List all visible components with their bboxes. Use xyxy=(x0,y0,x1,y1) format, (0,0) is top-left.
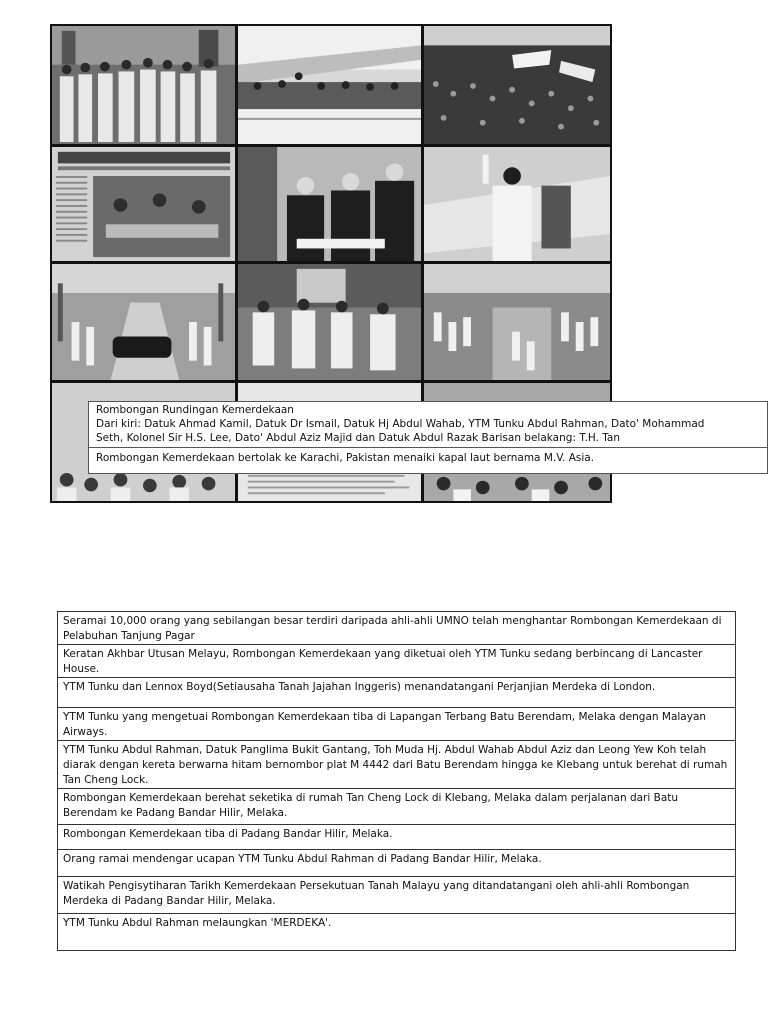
description-cell: YTM Tunku Abdul Rahman, Datuk Panglima Bukit Gantang, Toh Muda Hj. Abdul Wahab Abdul Aziz dan Leong Yew Koh telah diarak dengan kereta berwarna hitam bernombor plat M 4442 dari Batu Berendam hingga ke Klebang untuk berehat di rumah Tan Cheng Lock. xyxy=(58,741,736,789)
caption-delegation-names-1: Dari kiri: Datuk Ahmad Kamil, Datuk Dr Ismail, Datuk Hj Abdul Wahab, YTM Tunku Abdul Rahman, Dato' Mohammad xyxy=(96,418,705,430)
photo-padang-crowd xyxy=(422,262,612,382)
photo-delegation-group xyxy=(50,24,237,146)
table-row xyxy=(58,914,736,951)
caption-delegation-title: Rombongan Rundingan Kemerdekaan xyxy=(96,404,294,416)
description-table xyxy=(57,611,736,951)
description-cell: YTM Tunku Abdul Rahman melaungkan 'MERDEKA'. xyxy=(58,914,736,951)
caption-delegation-names-2: Seth, Kolonel Sir H.S. Lee, Dato' Abdul Aziz Majid dan Datuk Abdul Razak Barisan belakang: T.H. Tan xyxy=(96,432,620,444)
table-row xyxy=(58,645,736,678)
description-cell: Orang ramai mendengar ucapan YTM Tunku Abdul Rahman di Padang Bandar Hilir, Melaka. xyxy=(58,850,736,877)
photo-ship-deck-crowd xyxy=(236,24,423,146)
description-cell: YTM Tunku yang mengetuai Rombongan Kemerdekaan tiba di Lapangan Terbang Batu Berendam, Melaka dengan Malayan Airways. xyxy=(58,708,736,741)
photo-utusan-melayu-clipping xyxy=(50,145,237,263)
description-cell: Rombongan Kemerdekaan tiba di Padang Bandar Hilir, Melaka. xyxy=(58,825,736,850)
description-cell: Keratan Akhbar Utusan Melayu, Rombongan Kemerdekaan yang diketuai oleh YTM Tunku sedang berbincang di Lancaster House. xyxy=(58,645,736,678)
table-row xyxy=(58,741,736,789)
description-cell: Rombongan Kemerdekaan berehat seketika di rumah Tan Cheng Lock di Klebang, Melaka dalam perjalanan dari Batu Berendam ke Padang Bandar Hilir, Melaka. xyxy=(58,789,736,825)
table-row xyxy=(58,708,736,741)
caption-karachi-text: Rombongan Kemerdekaan bertolak ke Karachi, Pakistan menaiki kapal laut bernama M.V. Asia. xyxy=(96,452,595,464)
photo-rest-tan-cheng-lock xyxy=(236,262,423,382)
table-row xyxy=(58,789,736,825)
caption-delegation xyxy=(88,401,768,448)
table-row xyxy=(58,877,736,914)
photo-signing-london xyxy=(236,145,423,263)
photo-harbour-crowd xyxy=(422,24,612,146)
table-row xyxy=(58,612,736,645)
table-row xyxy=(58,678,736,708)
table-row xyxy=(58,850,736,877)
caption-karachi xyxy=(88,447,768,474)
photo-tunku-airplane xyxy=(422,145,612,263)
table-row xyxy=(58,825,736,850)
description-cell: YTM Tunku dan Lennox Boyd(Setiausaha Tanah Jajahan Inggeris) menandatangani Perjanjian Merdeka di London. xyxy=(58,678,736,708)
description-cell: Seramai 10,000 orang yang sebilangan besar terdiri daripada ahli-ahli UMNO telah menghantar Rombongan Kemerdekaan di Pelabuhan Tanjung Pagar xyxy=(58,612,736,645)
description-cell: Watikah Pengisytiharan Tarikh Kemerdekaan Persekutuan Tanah Malayu yang ditandatangani oleh ahli-ahli Rombongan Merdeka di Padang Bandar Hilir, Melaka. xyxy=(58,877,736,914)
photo-motorcade xyxy=(50,262,237,382)
